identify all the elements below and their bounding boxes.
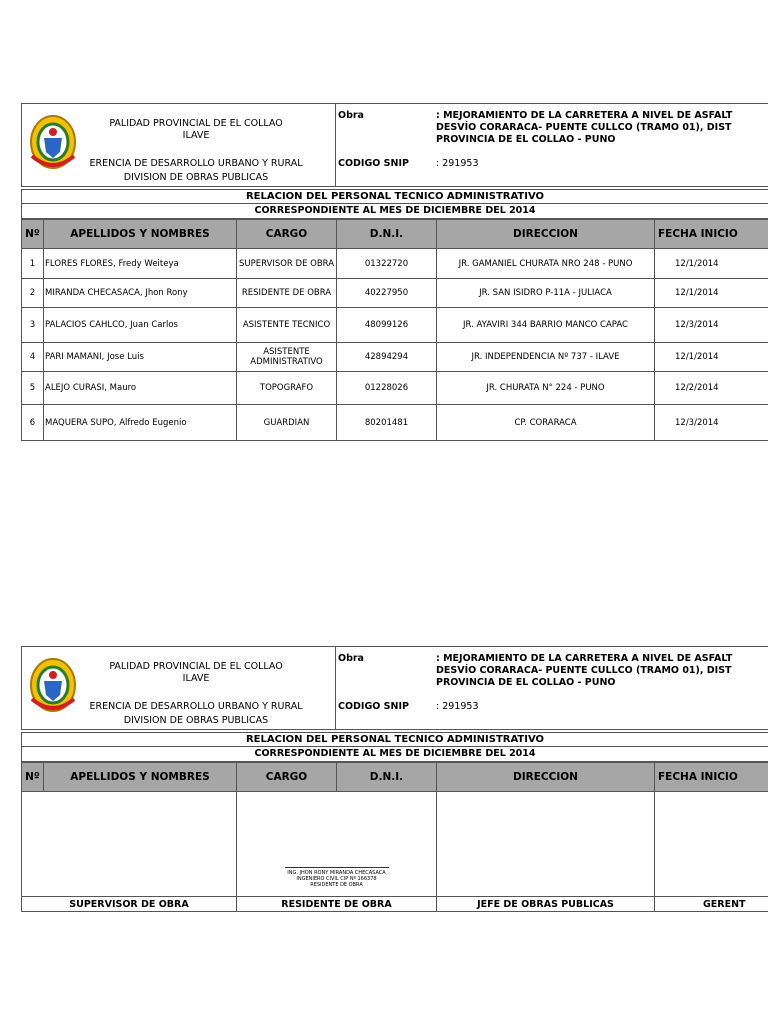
report-title: RELACION DEL PERSONAL TECNICO ADMINISTRATIVO — [21, 732, 768, 747]
footer-residente: RESIDENTE DE OBRA — [237, 897, 437, 912]
report-subtitle: CORRESPONDIENTE AL MES DE DICIEMBRE DEL 2014 — [21, 747, 768, 762]
row-dni: 40227950 — [337, 279, 437, 308]
footer-jefe: JEFE DE OBRAS PUBLICAS — [437, 897, 655, 912]
row-fecha: 12/1/2014 — [655, 343, 768, 372]
row-name: PALACIOS CAHLCO, Juan Carlos — [44, 308, 237, 343]
row-direccion: JR. CHURATA N° 224 - PUNO — [437, 372, 655, 405]
municipality-name: PALIDAD PROVINCIAL DE EL COLLAO — [109, 118, 283, 129]
report-title: RELACION DEL PERSONAL TECNICO ADMINISTRATIVO — [21, 189, 768, 204]
row-direccion: JR. INDEPENDENCIA Nº 737 - ILAVE — [437, 343, 655, 372]
row-fecha: 12/3/2014 — [655, 405, 768, 441]
obra-line-2: DESVÍO CORARACA- PUENTE CULLCO (TRAMO 01), DIST — [436, 665, 732, 676]
document-header — [21, 103, 768, 187]
signature-table — [21, 762, 768, 912]
col-number: Nº — [22, 763, 44, 792]
row-name: MIRANDA CHECASACA, Jhon Rony — [44, 279, 237, 308]
row-name: MAQUERA SUPO, Alfredo Eugenio — [44, 405, 237, 441]
snip-value: : 291953 — [436, 701, 479, 712]
row-fecha: 12/1/2014 — [655, 249, 768, 279]
header-divider — [335, 104, 336, 186]
row-name: FLORES FLORES, Fredy Weiteya — [44, 249, 237, 279]
footer-supervisor: SUPERVISOR DE OBRA — [22, 897, 237, 912]
row-direccion: JR. GAMANIEL CHURATA NRO 248 - PUNO — [437, 249, 655, 279]
obra-line-3: PROVINCIA DE EL COLLAO - PUNO — [436, 677, 616, 688]
row-number: 2 — [22, 279, 44, 308]
report-subtitle: CORRESPONDIENTE AL MES DE DICIEMBRE DEL 2014 — [21, 204, 768, 219]
col-cargo: CARGO — [237, 220, 337, 249]
table-header-row — [22, 763, 768, 792]
row-direccion: JR. AYAVIRI 344 BARRIO MANCO CAPAC — [437, 308, 655, 343]
division-name: DIVISION DE OBRAS PUBLICAS — [123, 172, 269, 183]
obra-line-2: DESVÍO CORARACA- PUENTE CULLCO (TRAMO 01), DIST — [436, 122, 732, 133]
municipality-name: PALIDAD PROVINCIAL DE EL COLLAO — [109, 661, 283, 672]
row-name: ALEJO CURASI, Mauro — [44, 372, 237, 405]
snip-label: CODIGO SNIP — [338, 701, 409, 712]
row-cargo: ASISTENTE TECNICO — [237, 308, 337, 343]
municipality-city: ILAVE — [182, 673, 210, 684]
row-cargo: GUARDIAN — [237, 405, 337, 441]
row-dni: 80201481 — [337, 405, 437, 441]
signature-box-residente — [237, 792, 437, 897]
col-name: APELLIDOS Y NOMBRES — [44, 763, 237, 792]
document-header — [21, 646, 768, 730]
obra-description — [436, 110, 732, 146]
sheet-signatures — [21, 646, 768, 912]
header-divider — [335, 647, 336, 729]
row-dni: 01228026 — [337, 372, 437, 405]
division-name: DIVISION DE OBRAS PUBLICAS — [123, 715, 269, 726]
table-header-row — [22, 220, 768, 249]
row-direccion: CP. CORARACA — [437, 405, 655, 441]
table-row — [22, 279, 768, 308]
row-fecha: 12/1/2014 — [655, 279, 768, 308]
row-fecha: 12/3/2014 — [655, 308, 768, 343]
col-fecha-inicio: FECHA INICIO — [655, 763, 768, 792]
row-name: PARI MAMANI, Jose Luis — [44, 343, 237, 372]
obra-line-1: : MEJORAMIENTO DE LA CARRETERA A NIVEL DE ASFALT — [436, 653, 733, 664]
col-cargo: CARGO — [237, 763, 337, 792]
row-direccion: JR. SAN ISIDRO P-11A - JULIACA — [437, 279, 655, 308]
table-row — [22, 405, 768, 441]
row-cargo: SUPERVISOR DE OBRA — [237, 249, 337, 279]
table-row — [22, 308, 768, 343]
row-cargo: RESIDENTE DE OBRA — [237, 279, 337, 308]
col-number: Nº — [22, 220, 44, 249]
signature-stamp — [238, 867, 435, 896]
personnel-table — [21, 219, 768, 441]
row-cargo: ASISTENTE ADMINISTRATIVO — [237, 343, 337, 372]
row-number: 5 — [22, 372, 44, 405]
municipality-city: ILAVE — [182, 130, 210, 141]
col-name: APELLIDOS Y NOMBRES — [44, 220, 237, 249]
obra-label: Obra — [338, 110, 364, 121]
snip-label: CODIGO SNIP — [338, 158, 409, 169]
col-dni: D.N.I. — [337, 220, 437, 249]
table-row — [22, 249, 768, 279]
col-direccion: DIRECCION — [437, 220, 655, 249]
obra-label: Obra — [338, 653, 364, 664]
table-row — [22, 372, 768, 405]
signature-name: ING. JHON RONY MIRANDA CHECASACA — [287, 870, 386, 876]
col-direccion: DIRECCION — [437, 763, 655, 792]
signature-box-gerente — [655, 792, 768, 897]
municipal-coat-of-arms-icon — [26, 112, 80, 172]
signature-line — [285, 867, 389, 868]
signature-box-jefe — [437, 792, 655, 897]
row-number: 4 — [22, 343, 44, 372]
municipal-coat-of-arms-icon — [26, 655, 80, 715]
obra-line-3: PROVINCIA DE EL COLLAO - PUNO — [436, 134, 616, 145]
signature-box-supervisor — [22, 792, 237, 897]
snip-value: : 291953 — [436, 158, 479, 169]
signature-labels-row — [22, 897, 768, 912]
row-number: 6 — [22, 405, 44, 441]
row-cargo: TOPOGRAFO — [237, 372, 337, 405]
row-dni: 48099126 — [337, 308, 437, 343]
signature-space-row — [22, 792, 768, 897]
row-dni: 01322720 — [337, 249, 437, 279]
footer-gerente: GERENT — [655, 897, 768, 912]
row-number: 1 — [22, 249, 44, 279]
row-fecha: 12/2/2014 — [655, 372, 768, 405]
row-dni: 42894294 — [337, 343, 437, 372]
obra-line-1: : MEJORAMIENTO DE LA CARRETERA A NIVEL DE ASFALT — [436, 110, 733, 121]
table-row — [22, 343, 768, 372]
obra-description — [436, 653, 732, 689]
col-fecha-inicio: FECHA INICIO — [655, 220, 768, 249]
signature-title: INGENIERO CIVIL CIP Nº 166378 — [296, 876, 377, 882]
gerencia-name: ERENCIA DE DESARROLLO URBANO Y RURAL — [89, 701, 303, 712]
signature-role: RESIDENTE DE OBRA — [310, 882, 363, 888]
row-number: 3 — [22, 308, 44, 343]
gerencia-name: ERENCIA DE DESARROLLO URBANO Y RURAL — [89, 158, 303, 169]
col-dni: D.N.I. — [337, 763, 437, 792]
sheet-personnel-list — [21, 103, 768, 441]
